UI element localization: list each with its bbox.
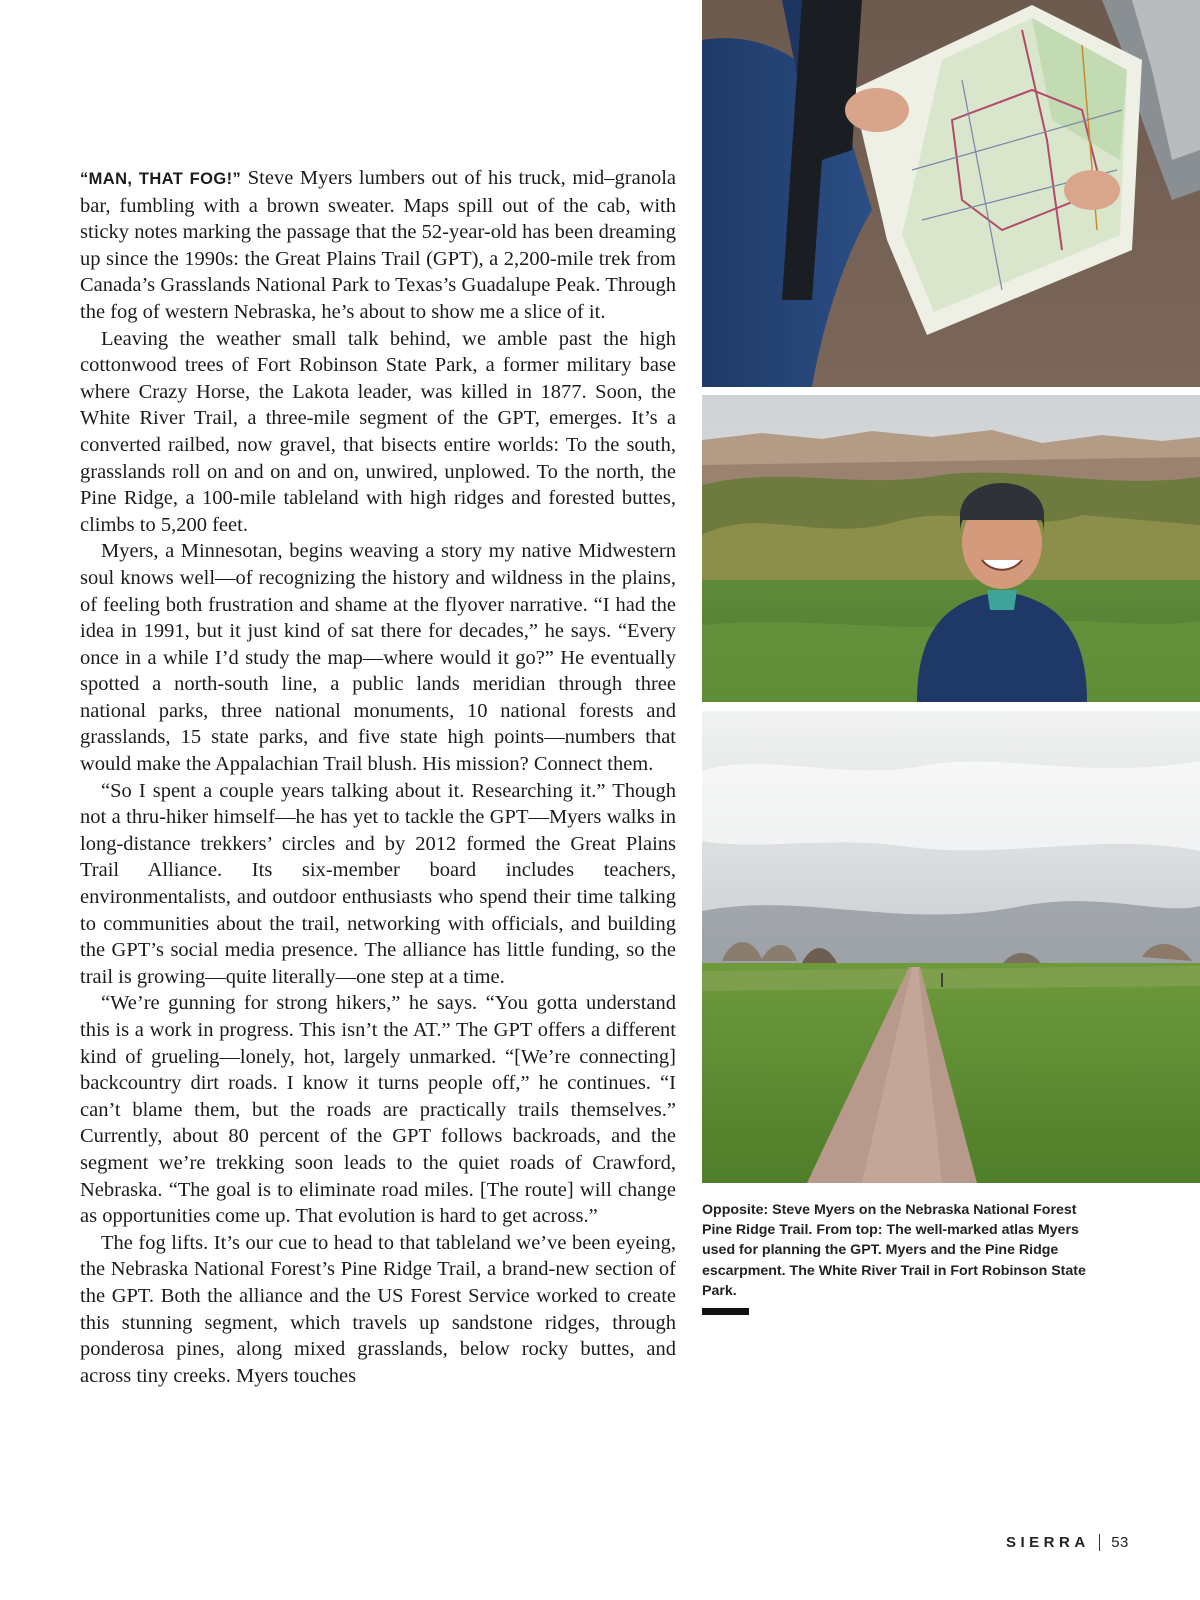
magazine-name: SIERRA [1006, 1534, 1090, 1551]
page-number: 53 [1111, 1534, 1129, 1551]
article-paragraph [80, 165, 676, 326]
lead-in: “MAN, THAT FOG!” [80, 170, 242, 188]
atlas-photo [702, 0, 1200, 387]
trail-photo [702, 711, 1200, 1183]
portrait-photo [702, 395, 1200, 702]
article-body [80, 165, 676, 1389]
article-paragraph: The fog lifts. It’s our cue to head to that tableland we’ve been eyeing, the Nebraska National Forest’s Pine Ridge Trail, a brand-new section of the GPT. Both the alliance and the US Forest Service worked to create this stunning segment, which travels up sandstone ridges, through ponderosa pines, along mixed grasslands, below rocky buttes, and across tiny creeks. Myers touches [80, 1231, 676, 1387]
article-paragraph: Myers, a Minnesotan, begins weaving a story my native Midwestern soul knows well—of recognizing the history and wildness in the plains, of feeling both frustration and shame at the flyover narrative. “I had the idea in 1991, but it just kind of sat there for decades,” he says. “Every once in a while I’d study the map—where would it go?” He eventually spotted a north-south line, a public lands meridian through three national parks, three national monuments, 10 national forests and grasslands, 15 state parks, and five state high points—numbers that would make the Appalachian Trail blush. His mission? Connect them. [80, 540, 676, 776]
page-folio [1006, 1534, 1129, 1551]
photo-caption: Opposite: Steve Myers on the Nebraska National Forest Pine Ridge Trail. From top: The well-marked atlas Myers used for planning the GPT. Myers and the Pine Ridge escarpment. The White River Trail in Fort Robinson State Park. [702, 1202, 1086, 1299]
folio-divider [1099, 1534, 1101, 1551]
paragraph-text: Steve Myers lumbers out of his truck, mid–granola bar, fumbling with a brown sweater. Maps spill out of the cab, with sticky notes marking the passage that the 52-year-old has been dreaming up since the 1990s: the Great Plains Trail (GPT), a 2,200-mile trek from Canada’s Grasslands National Park to Texas’s Guadalupe Peak. Through the fog of western Nebraska, he’s about to show me a slice of it. [80, 167, 676, 323]
article-paragraph: Leaving the weather small talk behind, we amble past the high cottonwood trees of Fort Robinson State Park, a former military base where Crazy Horse, the Lakota leader, was killed in 1877. Soon, the White River Trail, a three-mile segment of the GPT, emerges. It’s a converted railbed, now gravel, that bisects entire worlds: To the south, grasslands roll on and on and on, unwired, unplowed. To the north, the Pine Ridge, a 100-mile tableland with high ridges and forested buttes, climbs to 5,200 feet. [80, 327, 676, 536]
article-paragraph: “We’re gunning for strong hikers,” he says. “You gotta understand this is a work in progress. This isn’t the AT.” The GPT offers a different kind of grueling—lonely, hot, largely unmarked. “[We’re connecting] backcountry dirt roads. I know it turns people off,” he continues. “I can’t blame them, but the roads are practically trails themselves.” Currently, about 80 percent of the GPT follows backroads, and the segment we’re trekking soon leads to the quiet roads of Crawford, Nebraska. “The goal is to eliminate road miles. [The route] will change as opportunities come up. That evolution is hard to get across.” [80, 992, 676, 1228]
article-paragraph: “So I spent a couple years talking about it. Researching it.” Though not a thru-hiker himself—he has yet to tackle the GPT—Myers walks in long-distance trekkers’ circles and by 2012 formed the Great Plains Trail Alliance. Its six-member board includes teachers, environmentalists, and outdoor enthusiasts who spend their time talking to communities about the trail, networking with officials, and building the GPT’s social media presence. The alliance has little funding, so the trail is growing—quite literally—one step at a time. [80, 779, 676, 988]
caption-rule [702, 1308, 749, 1315]
